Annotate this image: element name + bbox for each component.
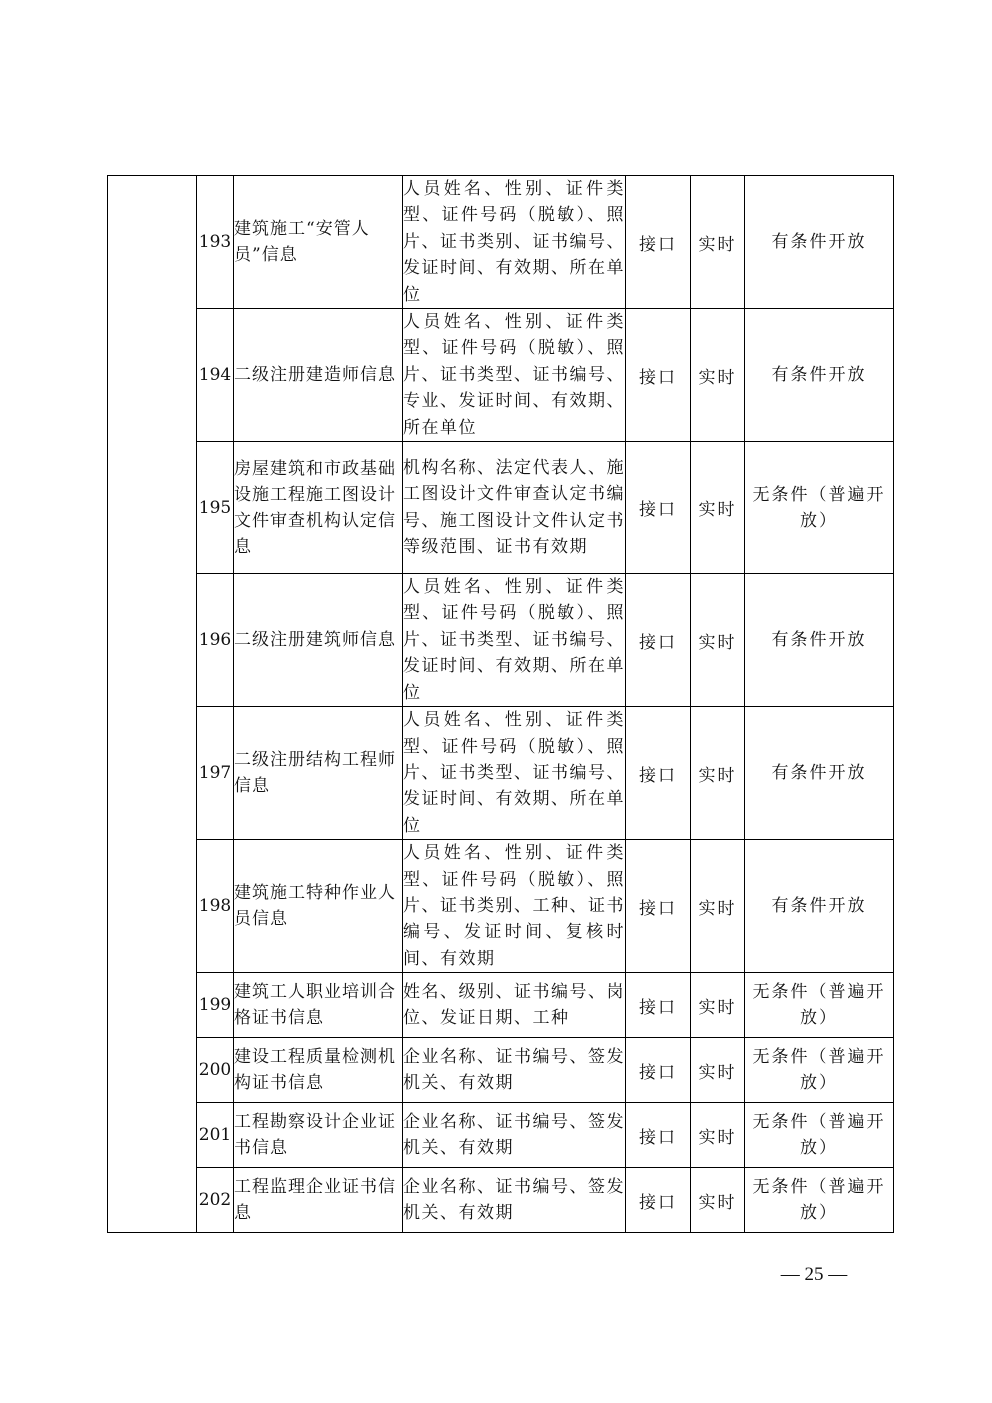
share-method: 接口: [626, 1168, 691, 1233]
update-frequency: 实时: [691, 574, 745, 707]
update-frequency: 实时: [691, 1168, 745, 1233]
item-name: 工程监理企业证书信息: [234, 1168, 403, 1233]
item-name: 建筑工人职业培训合格证书信息: [234, 973, 403, 1038]
data-items: 人员姓名、性别、证件类型、证件号码（脱敏）、照片、证书类型、证书编号、发证时间、有效期、所在单位: [403, 707, 626, 840]
share-method: 接口: [626, 442, 691, 574]
row-number: 199: [197, 973, 234, 1038]
data-items: 机构名称、法定代表人、施工图设计文件审查认定书编号、施工图设计文件认定书等级范围、证书有效期: [403, 442, 626, 574]
openness-type: 无条件（普遍开放）: [745, 442, 894, 574]
row-number: 202: [197, 1168, 234, 1233]
data-items: 企业名称、证书编号、签发机关、有效期: [403, 1038, 626, 1103]
item-name: 建设工程质量检测机构证书信息: [234, 1038, 403, 1103]
data-items: 人员姓名、性别、证件类型、证件号码（脱敏）、照片、证书类别、证书编号、发证时间、有效期、所在单位: [403, 176, 626, 309]
openness-type: 无条件（普遍开放）: [745, 1038, 894, 1103]
data-items: 人员姓名、性别、证件类型、证件号码（脱敏）、照片、证书类型、证书编号、发证时间、有效期、所在单位: [403, 574, 626, 707]
row-number: 194: [197, 309, 234, 442]
category-cell: [108, 176, 197, 1233]
openness-type: 有条件开放: [745, 176, 894, 309]
share-method: 接口: [626, 1103, 691, 1168]
data-items: 企业名称、证书编号、签发机关、有效期: [403, 1103, 626, 1168]
row-number: 197: [197, 707, 234, 840]
openness-type: 无条件（普遍开放）: [745, 973, 894, 1038]
share-method: 接口: [626, 973, 691, 1038]
share-method: 接口: [626, 574, 691, 707]
update-frequency: 实时: [691, 840, 745, 973]
openness-type: 无条件（普遍开放）: [745, 1168, 894, 1233]
update-frequency: 实时: [691, 176, 745, 309]
share-method: 接口: [626, 309, 691, 442]
share-method: 接口: [626, 840, 691, 973]
table-row: [108, 442, 894, 574]
row-number: 193: [197, 176, 234, 309]
openness-type: 有条件开放: [745, 707, 894, 840]
share-method: 接口: [626, 176, 691, 309]
openness-type: 有条件开放: [745, 574, 894, 707]
row-number: 195: [197, 442, 234, 574]
data-items: 姓名、级别、证书编号、岗位、发证日期、工种: [403, 973, 626, 1038]
page-number: — 25 —: [780, 1264, 848, 1285]
data-items: 人员姓名、性别、证件类型、证件号码（脱敏）、照片、证书类型、证书编号、专业、发证时间、有效期、所在单位: [403, 309, 626, 442]
update-frequency: 实时: [691, 442, 745, 574]
openness-type: 有条件开放: [745, 840, 894, 973]
data-catalog-table: [107, 175, 894, 1233]
row-number: 201: [197, 1103, 234, 1168]
table-row: [108, 707, 894, 840]
row-number: 198: [197, 840, 234, 973]
table-row: [108, 840, 894, 973]
table-row: [108, 1038, 894, 1103]
item-name: 建筑施工“安管人员”信息: [234, 176, 403, 309]
item-name: 房屋建筑和市政基础设施工程施工图设计文件审查机构认定信息: [234, 442, 403, 574]
update-frequency: 实时: [691, 973, 745, 1038]
table-row: [108, 1103, 894, 1168]
item-name: 二级注册建造师信息: [234, 309, 403, 442]
share-method: 接口: [626, 1038, 691, 1103]
openness-type: 有条件开放: [745, 309, 894, 442]
item-name: 建筑施工特种作业人员信息: [234, 840, 403, 973]
update-frequency: 实时: [691, 309, 745, 442]
share-method: 接口: [626, 707, 691, 840]
update-frequency: 实时: [691, 1038, 745, 1103]
table-row: [108, 1168, 894, 1233]
openness-type: 无条件（普遍开放）: [745, 1103, 894, 1168]
update-frequency: 实时: [691, 1103, 745, 1168]
data-items: 人员姓名、性别、证件类型、证件号码（脱敏）、照片、证书类别、工种、证书编号、发证时间、复核时间、有效期: [403, 840, 626, 973]
row-number: 196: [197, 574, 234, 707]
item-name: 二级注册建筑师信息: [234, 574, 403, 707]
data-items: 企业名称、证书编号、签发机关、有效期: [403, 1168, 626, 1233]
table-row: [108, 574, 894, 707]
item-name: 工程勘察设计企业证书信息: [234, 1103, 403, 1168]
table-row: [108, 176, 894, 309]
update-frequency: 实时: [691, 707, 745, 840]
item-name: 二级注册结构工程师信息: [234, 707, 403, 840]
row-number: 200: [197, 1038, 234, 1103]
table-row: [108, 973, 894, 1038]
table-row: [108, 309, 894, 442]
